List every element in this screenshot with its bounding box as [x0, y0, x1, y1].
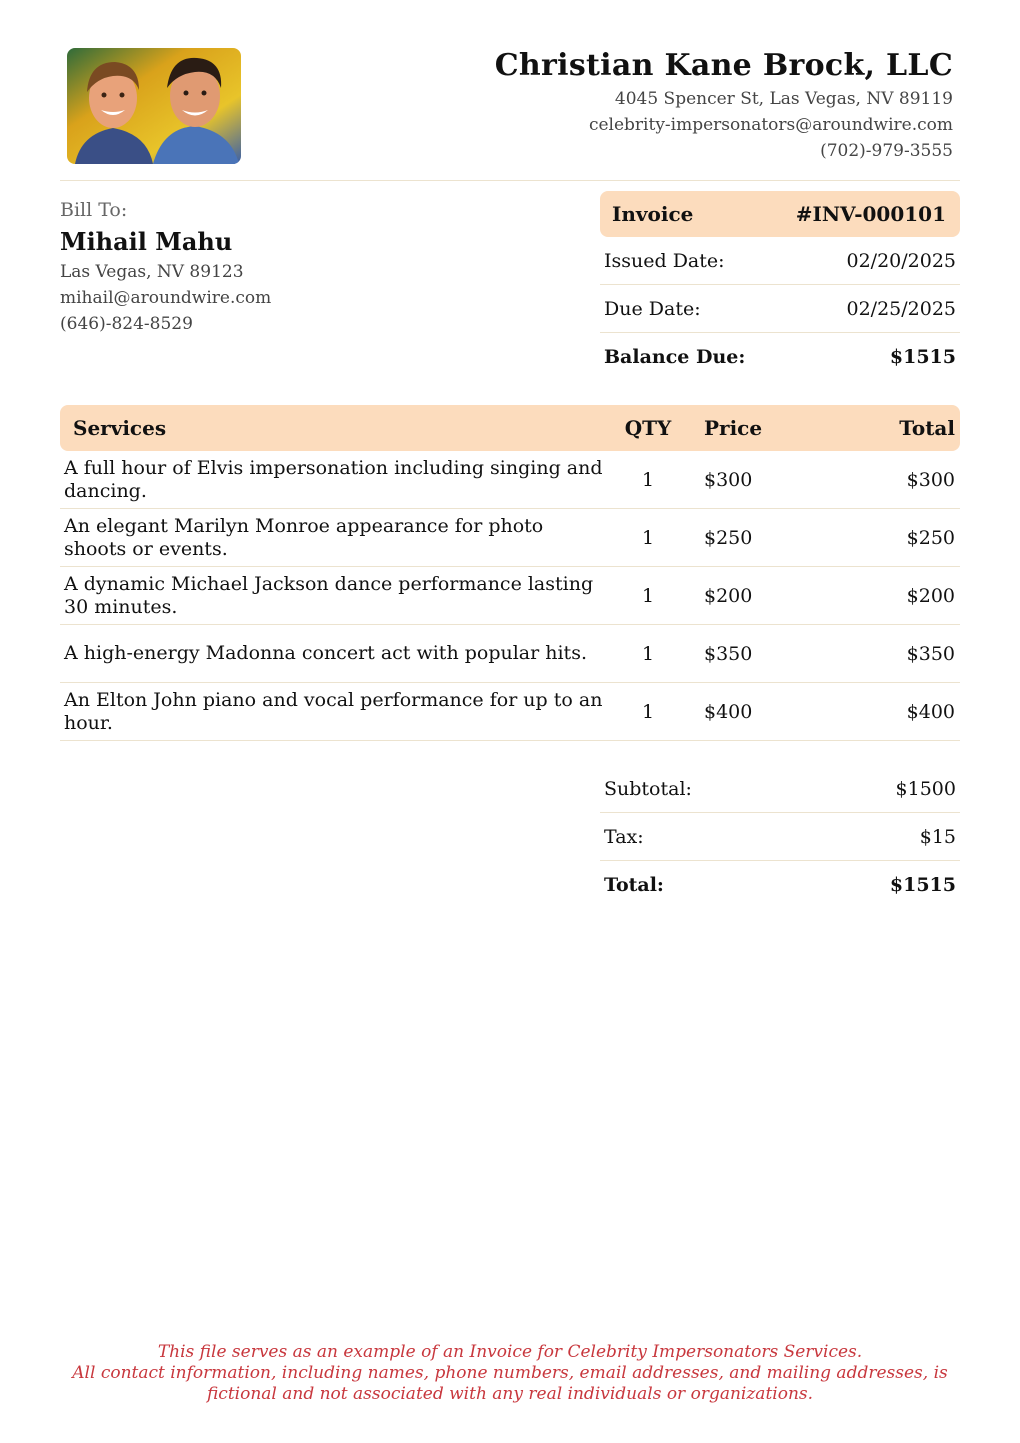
due-date-row — [600, 285, 960, 333]
balance-due-label: Balance Due: — [604, 345, 746, 368]
company-logo-icon — [67, 48, 241, 164]
disclaimer-line: fictional and not associated with any real individuals or organizations. — [206, 1384, 814, 1404]
service-description: An Elton John piano and vocal performance for up to an hour. — [64, 688, 603, 734]
table-row — [60, 451, 960, 509]
service-price: $200 — [704, 584, 753, 607]
service-description: A full hour of Elvis impersonation including singing and dancing. — [64, 456, 603, 502]
grand-total-label: Total: — [604, 873, 664, 896]
client-address: Las Vegas, NV 89123 — [60, 262, 244, 282]
company-email: celebrity-impersonators@aroundwire.com — [588, 115, 953, 135]
disclaimer-line: This file serves as an example of an Invoice for Celebrity Impersonators Services. — [157, 1342, 863, 1362]
qty-column-header: QTY — [624, 416, 672, 440]
invoice-number-header — [600, 191, 960, 237]
due-date-value: 02/25/2025 — [846, 297, 956, 320]
service-qty: 1 — [641, 526, 655, 549]
client-phone: (646)-824-8529 — [60, 314, 193, 334]
service-total: $200 — [906, 584, 955, 607]
issued-date-label: Issued Date: — [604, 249, 725, 272]
service-total: $300 — [906, 468, 955, 491]
invoice-label: Invoice — [612, 202, 694, 226]
company-name: Christian Kane Brock, LLC — [494, 48, 953, 83]
table-row — [60, 567, 960, 625]
services-table — [60, 405, 960, 741]
invoice-number: #INV-000101 — [795, 202, 946, 226]
issued-date-value: 02/20/2025 — [846, 249, 956, 272]
table-row — [60, 509, 960, 567]
totals-block — [600, 765, 960, 908]
disclaimer-line: All contact information, including names, phone numbers, email addresses, and mailing addresses, is — [72, 1363, 948, 1383]
invoice-details — [600, 191, 960, 380]
table-row — [60, 683, 960, 741]
company-phone: (702)-979-3555 — [820, 141, 953, 161]
service-qty: 1 — [641, 642, 655, 665]
service-qty: 1 — [641, 584, 655, 607]
total-column-header: Total — [899, 416, 955, 440]
disclaimer-footer — [0, 1342, 1020, 1405]
table-row — [60, 625, 960, 683]
services-column-header: Services — [73, 416, 167, 440]
service-price: $350 — [704, 642, 753, 665]
service-total: $250 — [906, 526, 955, 549]
invoice-page — [60, 46, 960, 908]
invoice-header — [60, 46, 960, 181]
bill-to-block — [60, 197, 271, 337]
subtotal-value: $1500 — [895, 777, 956, 800]
client-name: Mihail Mahu — [60, 227, 233, 256]
due-date-label: Due Date: — [604, 297, 701, 320]
invoice-info-section — [60, 181, 960, 403]
tax-value: $15 — [919, 825, 956, 848]
service-price: $400 — [704, 700, 753, 723]
price-column-header: Price — [704, 416, 763, 440]
company-address: 4045 Spencer St, Las Vegas, NV 89119 — [614, 89, 953, 109]
service-price: $300 — [704, 468, 753, 491]
company-info — [495, 46, 953, 164]
balance-due-row — [600, 333, 960, 380]
tax-label: Tax: — [604, 825, 644, 848]
service-total: $400 — [906, 700, 955, 723]
service-qty: 1 — [641, 700, 655, 723]
tax-row — [600, 813, 960, 861]
grand-total-row — [600, 861, 960, 908]
service-description: A dynamic Michael Jackson dance performance lasting 30 minutes. — [64, 572, 594, 618]
bill-to-label: Bill To: — [60, 199, 128, 221]
service-description: A high-energy Madonna concert act with popular hits. — [64, 642, 587, 664]
service-price: $250 — [704, 526, 753, 549]
service-total: $350 — [906, 642, 955, 665]
service-qty: 1 — [641, 468, 655, 491]
services-table-header — [60, 405, 960, 451]
client-email: mihail@aroundwire.com — [60, 288, 272, 308]
subtotal-label: Subtotal: — [604, 777, 692, 800]
grand-total-value: $1515 — [889, 873, 956, 896]
balance-due-value: $1515 — [889, 345, 956, 368]
issued-date-row — [600, 237, 960, 285]
subtotal-row — [600, 765, 960, 813]
service-description: An elegant Marilyn Monroe appearance for photo shoots or events. — [64, 514, 544, 560]
